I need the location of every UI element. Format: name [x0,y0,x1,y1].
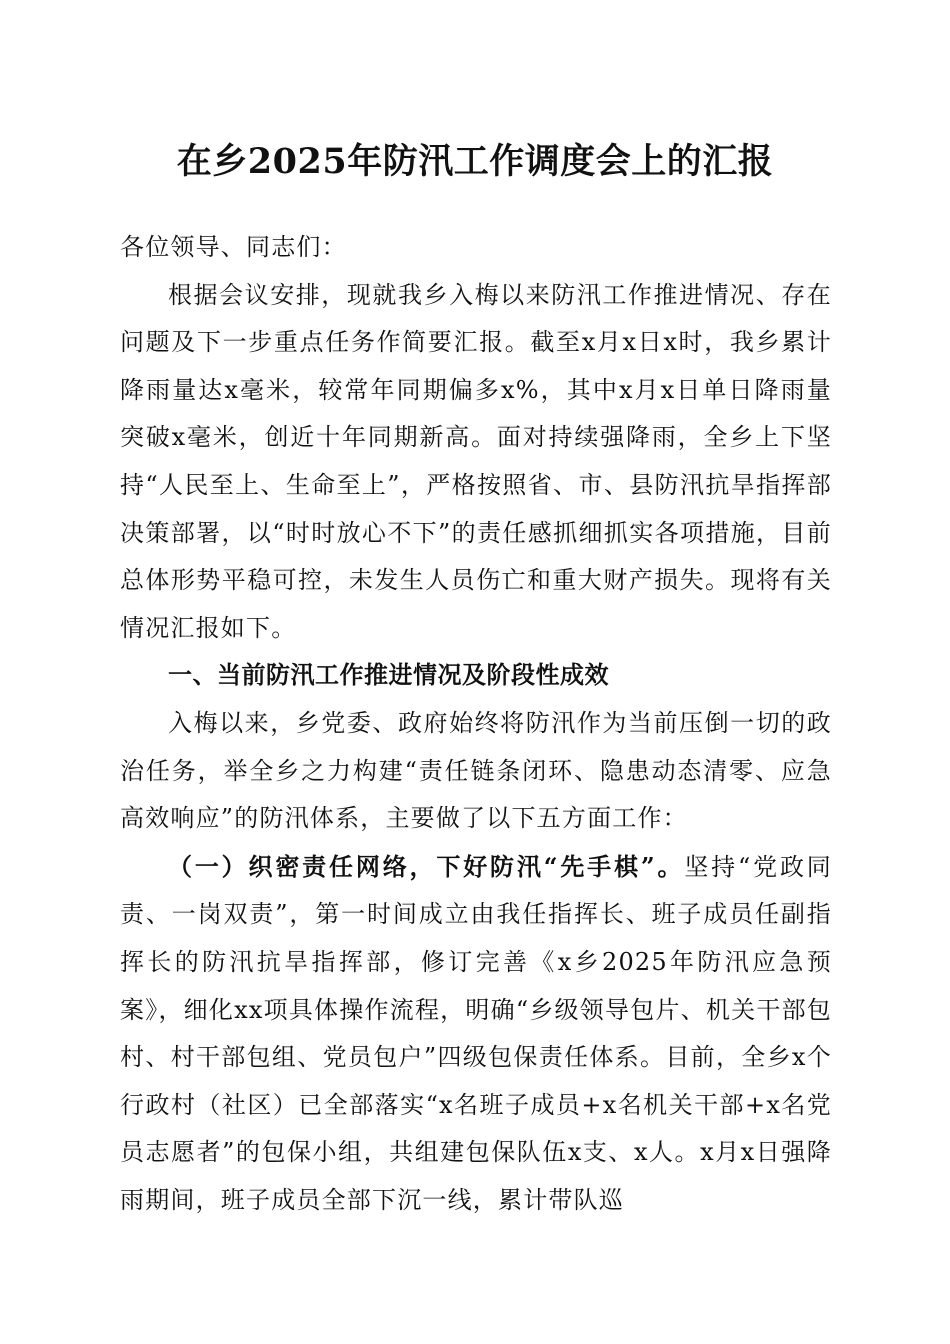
intro-paragraph: 根据会议安排，现就我乡入梅以来防汛工作推进情况、存在问题及下一步重点任务作简要汇报。截至x月x日x时，我乡累计降雨量达x毫米，较常年同期偏多x%，其中x月x日单日降雨量突破x毫米，创近十年同期新高。面对持续强降雨，全乡上下坚持“人民至上、生命至上”，严格按照省、市、县防汛抗旱指挥部决策部署，以“时时放心不下”的责任感抓细抓实各项措施，目前总体形势平稳可控，未发生人员伤亡和重大财产损失。现将有关情况汇报如下。 [120,280,832,642]
salutation: 各位领导、同志们： [120,233,347,261]
item-body: 坚持“党政同责、一岗双责”，第一时间成立由我任指挥长、班子成员任副指挥长的防汛抗旱指挥部，修订完善《x乡2025年防汛应急预案》，细化xx项具体操作流程，明确“乡级领导包片、机关干部包村、村干部包组、党员包户”四级包保责任体系。目前，全乡x个行政村（社区）已全部落实“x名班子成员+x名机关干部+x名党员志愿者”的包保小组，共组建包保队伍x支、x人。x月x日强降雨期间，班子成员全部下沉一线，累计带队巡 [120,852,832,1214]
document-title: 在乡2025年防汛工作调度会上的汇报 [176,141,774,182]
item-title: （一）织密责任网络，下好防汛“先手棋”。 [168,851,685,881]
section-intro-paragraph: 入梅以来，乡党委、政府始终将防汛作为当前压倒一切的政治任务，举全乡之力构建“责任链条闭环、隐患动态清零、应急高效响应”的防汛体系，主要做了以下五方面工作： [120,708,832,833]
item-paragraph [120,843,832,1225]
document-body [120,224,832,1224]
section-heading: 一、当前防汛工作推进情况及阶段性成效 [168,661,609,690]
